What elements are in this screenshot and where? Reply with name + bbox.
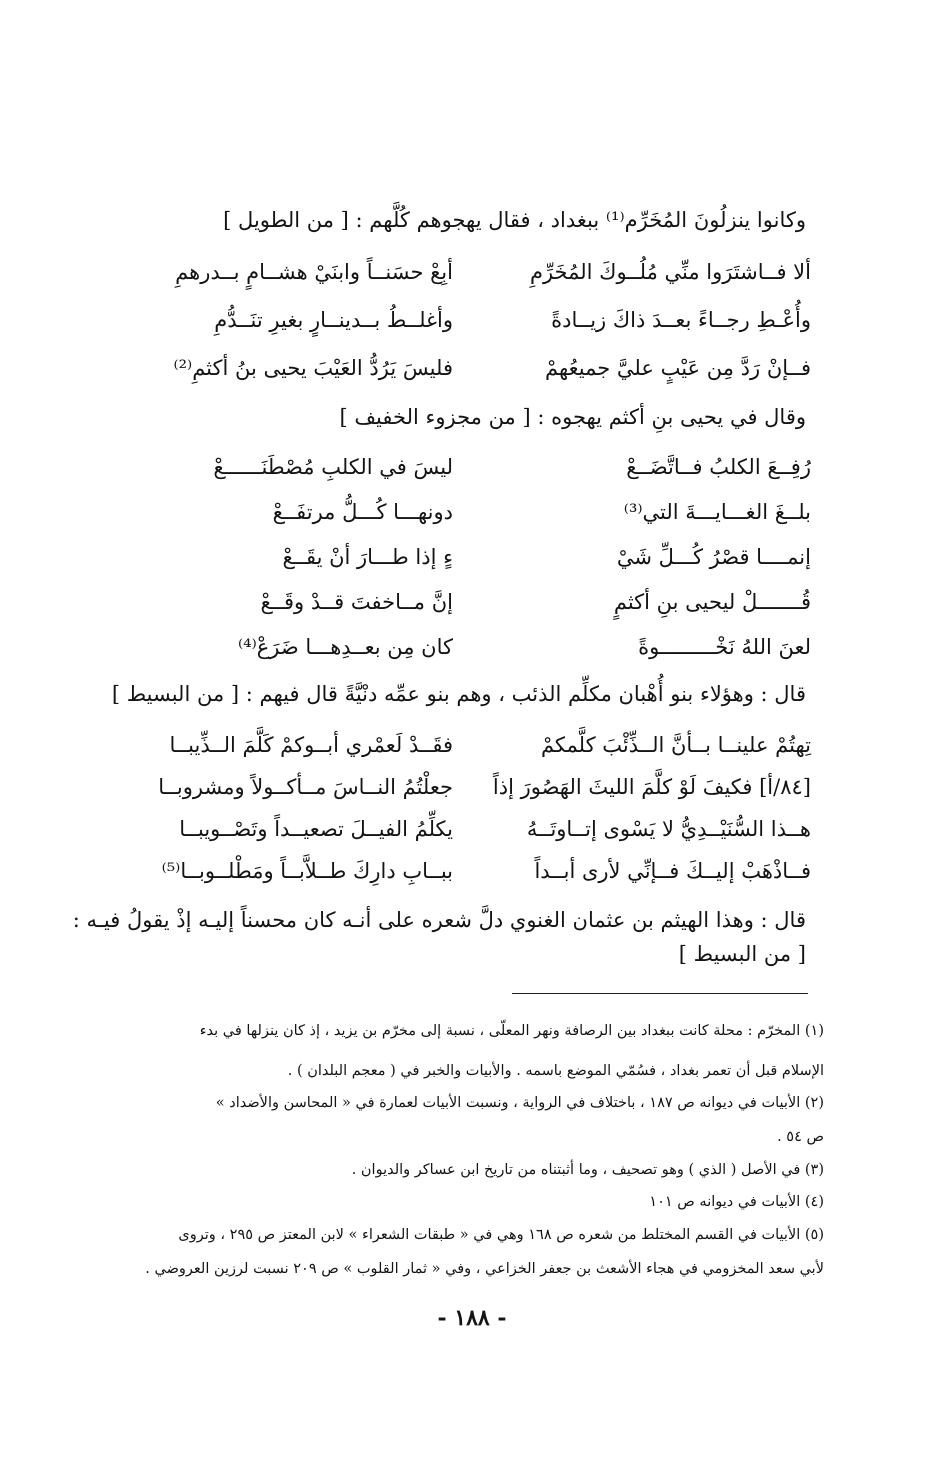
footnote-1-line-2: الإسلام قبل أن تعمر بغداد ، فسُمّي الموضع باسمه . والأبيات والخبر في ( معجم البلدان ) .	[287, 1063, 824, 1079]
closing-paragraph-line-1: قال : وهذا الهيثم بن عثمان الغنوي دلَّ شعره على أنـه كان محسناً إليـه إذْ يقولُ فيـه :	[72, 908, 806, 932]
verse-second-hemistich: دونهـــا كُـــلُّ مرتفَــعْ	[272, 500, 453, 524]
poem-intro-3: قال : وهؤلاء بنو أُهْبان مكلِّم الذئب ، وهم بنو عمِّه دنْيَّةً قال فيهم : [ من البسيط ]	[111, 682, 806, 706]
page-number: - ١٨٨ -	[437, 1305, 507, 1331]
footnote-4: (٤) الأبيات في ديوانه ص ١٠١	[649, 1194, 824, 1210]
verse-second-hemistich: فليسَ يَرُدُّ العَيْبَ يحيى بنُ أكثمِ⁽²⁾	[173, 356, 453, 380]
verse-second-hemistich: ليسَ في الكلبِ مُصْطَنَــــــعْ	[213, 455, 453, 479]
verse-row	[135, 851, 811, 891]
verse-second-hemistich: أبِعْ حسَنــاً وابنَيْ هشــامٍ بــدرهمِ	[175, 260, 453, 284]
verse-row	[135, 725, 811, 765]
footnote-3: (٣) في الأصل ( الذي ) وهو تصحيف ، وما أثبتناه من تاريخ ابن عساكر والديوان .	[351, 1162, 824, 1178]
footnote-5-line-2: لأبي سعد المخزومي في هجاء الأشعث بن جعفر الخزاعي ، وفي « ثمار القلوب » ص ٢٠٩ نسبت لرزين العروضي .	[145, 1261, 824, 1277]
verse-second-hemistich: جعلْتُمُ النــاسَ مــأكــولاً ومشروبــا	[158, 775, 453, 799]
verse-row	[135, 348, 811, 388]
verse-row	[135, 300, 811, 340]
verse-first-hemistich: فــاذْهَبْ إليــكَ فــإنِّي لأرى أبــداً	[534, 859, 811, 883]
verse-second-hemistich: وأغلــطُ بــدينــارٍ بغيرِ تنَــدُّمِ	[214, 308, 453, 332]
verse-first-hemistich: [٨٤/أ] فكيفَ لَوْ كلَّمَ الليثَ الهَصُورَ إذاً	[492, 775, 811, 799]
verse-first-hemistich: لعنَ اللهُ نَخْـــــــــوةً	[638, 635, 811, 659]
verse-row	[135, 767, 811, 807]
poem-intro-1: وكانوا ينزلُونَ المُخَرِّم⁽¹⁾ ببغداد ، فقال يهجوهم كُلَّهم : [ من الطويل ]	[223, 208, 806, 232]
footnote-separator	[512, 993, 808, 994]
verse-second-hemistich: فقَــدْ لَعمْري أبــوكمْ كَلَّمَ الــذِّيبــا	[169, 733, 453, 757]
verse-first-hemistich: وأُعْـطِ رجــاءً بعــدَ ذاكَ زيــادةً	[551, 308, 811, 332]
verse-row	[135, 809, 811, 849]
verse-row	[135, 252, 811, 292]
verse-first-hemistich: تِهتُمْ علينــا بــأنَّ الــذِّئْبَ كلَّمكمْ	[540, 733, 811, 757]
verse-row	[135, 492, 811, 532]
verse-second-hemistich: ببــابِ دارِكَ طــلاَّبــاً ومَطْلــوبــا⁽⁵⁾	[161, 859, 453, 883]
verse-second-hemistich: كان مِن بعــدِهـــا ضَرَعْ⁽⁴⁾	[237, 635, 453, 659]
verse-first-hemistich: فــإنْ رَدَّ مِن عَيْبٍ عليَّ جميعُهمْ	[545, 356, 811, 380]
verse-second-hemistich: يكلِّمُ الفيــلَ تصعيــداً وتَصْــويبــا	[179, 817, 453, 841]
verse-first-hemistich: قُـــــــلْ ليحيى بنِ أكثمٍ	[613, 590, 811, 614]
verse-first-hemistich: هــذا السُّنَيْــدِيُّ لا يَسْوى إتــاوتَــهُ	[526, 817, 811, 841]
verse-row	[135, 447, 811, 487]
footnote-1-line-1: (١) المخرّم : محلة كانت ببغداد بين الرصافة ونهر المعلّى ، نسبة إلى مخرّم بن يزيد ، إذ كان ينزلها في بدء	[199, 1023, 824, 1039]
verse-first-hemistich: إنمــــا قصْرُ كُـــلِّ شَيْ	[616, 545, 811, 569]
footnote-5-line-1: (٥) الأبيات في القسم المختلط من شعره ص ١٦٨ وهي في « طبقات الشعراء » لابن المعتز ص ٢٩٥ ، وتروى	[178, 1227, 824, 1243]
poem-intro-2: وقال في يحيى بنِ أكثم يهجوه : [ من مجزوء الخفيف ]	[339, 405, 806, 429]
footnote-2-line-1: (٢) الأبيات في ديوانه ص ١٨٧ ، باختلاف في الرواية ، ونسبت الأبيات لعمارة في « المحاسن والأضداد »	[215, 1095, 824, 1111]
verse-row	[135, 627, 811, 667]
verse-first-hemistich: ألا فــاشتَرَوا منِّي مُلُــوكَ المُخَرِّمِ	[529, 260, 811, 284]
verse-second-hemistich: إنَّ مــاخفتَ قــدْ وقَــعْ	[260, 590, 453, 614]
closing-paragraph-line-2: [ من البسيط ]	[678, 942, 806, 966]
verse-row	[135, 537, 811, 577]
verse-first-hemistich: رُفِــعَ الكلبُ فــاتَّضَــعْ	[626, 455, 811, 479]
footnote-2-line-2: ص ٥٤ .	[777, 1129, 824, 1145]
verse-second-hemistich: ءٍ إذا طـــارَ أنْ يقَــعْ	[282, 545, 453, 569]
verse-row	[135, 582, 811, 622]
verse-first-hemistich: بلــغَ الغـــايـــةَ التي⁽³⁾	[623, 500, 811, 524]
